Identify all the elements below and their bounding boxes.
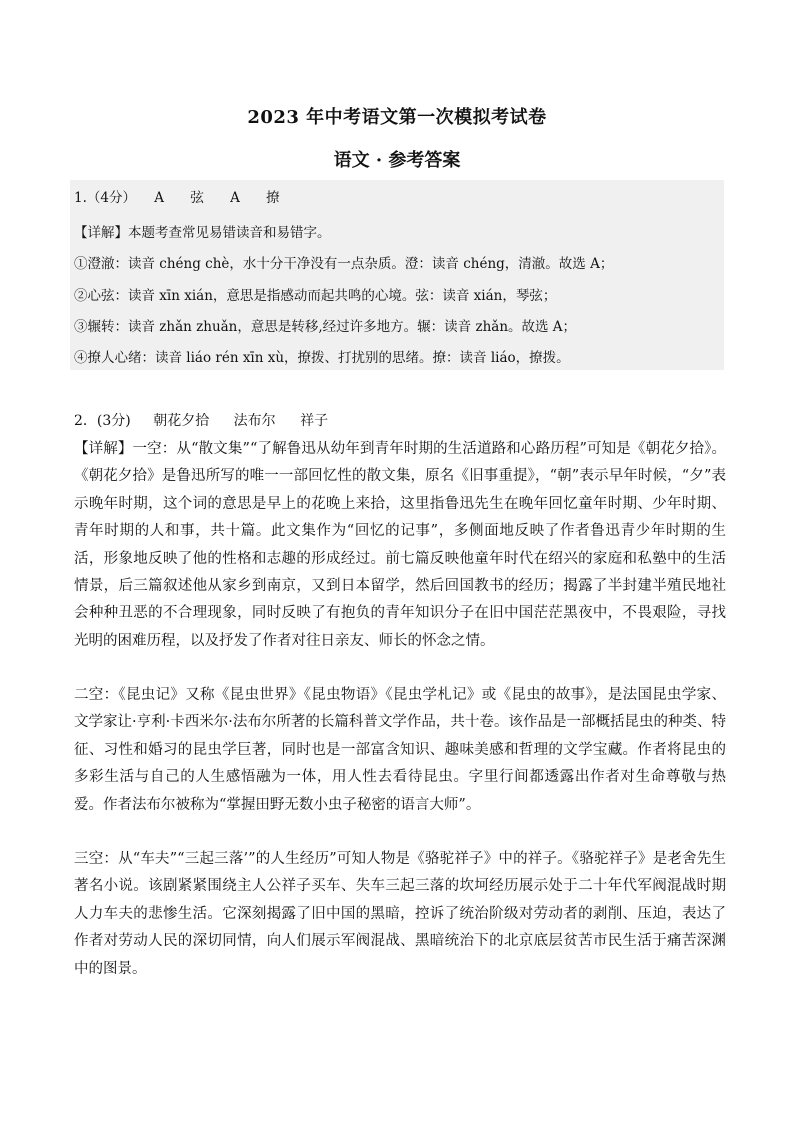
question-1-detail-line: ④撩人心绪：读音 liáo rén xīn xù，撩拨、打扰别的思绪。撩：读音 liáo，撩拨。 (74, 350, 570, 366)
question-1-number: 1.（4分） (74, 190, 136, 206)
question-1-detail-line: ②心弦：读音 xīn xián，意思是指感动而起共鸣的心境。弦：读音 xián，琴弦； (74, 288, 557, 304)
question-2-answer: 朝花夕拾 (153, 413, 210, 429)
question-1-detail-line: ①澄澈：读音 chéng chè，水十分干净没有一点杂质。澄：读音 chéng，清澈。故选 A； (74, 256, 614, 272)
page-subtitle: 语文 · 参考答案 (333, 150, 461, 171)
question-1-answer: A (154, 190, 165, 206)
question-2-detail-paragraph: 三空：从“车夫”“三起三落’”的人生经历”可知人物是《骆驼祥子》中的祥子。《骆驼祥子》是老舍先生著名小说。该剧紧紧围绕主人公祥子买车、失车三起三落的坎坷经历展示处于二十年代军阀混战时期人力车夫的悲惨生活。它深刻揭露了旧中国的黑暗，控诉了统治阶级对劳动者的剥削、压迫，表达了作者对劳动人民的深切同情，向人们展示军阀混战、黑暗统治下的北京底层贫苦市民生活于痛苦深渊中的图景。 (74, 851, 726, 977)
question-2-number: 2．(3分) (74, 413, 131, 429)
question-2-answer: 法布尔 (233, 413, 276, 429)
question-1-section (70, 180, 724, 370)
question-1-header (74, 186, 280, 206)
question-2-answer: 祥子 (300, 413, 329, 429)
page-title: 2023 年中考语文第一次模拟考试卷 (247, 107, 547, 128)
question-2-detail-paragraph: 二空：《昆虫记》又称《昆虫世界》《昆虫物语》《昆虫学札记》或《昆虫的故事》，是法国昆虫学家、文学家让·亨利·卡西米尔·法布尔所著的长篇科普文学作品，共十卷。该作品是一部概括昆虫的种类、特征、习性和婚习的昆虫学巨著，同时也是一部富含知识、趣味美感和哲理的文学宝藏。作者将昆虫的多彩生活与自己的人生感悟融为一体，用人性去看待昆虫。字里行间都透露出作者对生命尊敬与热爱。作者法布尔被称为“掌握田野无数小虫子秘密的语言大师”。 (74, 687, 726, 813)
question-1-detail-line: ③辗转：读音 zhǎn zhuǎn，意思是转移,经过许多地方。辗：读音 zhǎn。故选 A； (74, 319, 577, 335)
question-2-header (74, 410, 328, 430)
question-1-answer: A (230, 190, 240, 206)
question-1-detail-line: 【详解】本题考查常见易错读音和易错字。 (74, 225, 331, 241)
question-1-answer: 撩 (266, 190, 280, 206)
question-1-answer: 弦 (190, 190, 204, 206)
question-2-detail-paragraph: 【详解】一空：从“散文集”“了解鲁迅从幼年到青年时期的生活道路和心路历程”可知是《朝花夕拾》。《朝花夕拾》是鲁迅所写的唯一一部回忆性的散文集，原名《旧事重提》，“朝”表示早年时候，“夕”表示晚年时期，这个词的意思是早上的花晚上来拾，这里指鲁迅先生在晚年回忆童年时期、少年时期、青年时期的人和事，共十篇。此文集作为“回忆的记事”，多侧面地反映了作者鲁迅青少年时期的生活，形象地反映了他的性格和志趣的形成经过。前七篇反映他童年时代在绍兴的家庭和私塾中的生活情景，后三篇叙述他从家乡到南京，又到日本留学，然后回国教书的经历；揭露了半封建半殖民地社会种种丑恶的不合理现象，同时反映了有抱负的青年知识分子在旧中国茫茫黑夜中，不畏艰险，寻找光明的困难历程，以及抒发了作者对往日亲友、师长的怀念之情。 (74, 441, 726, 649)
